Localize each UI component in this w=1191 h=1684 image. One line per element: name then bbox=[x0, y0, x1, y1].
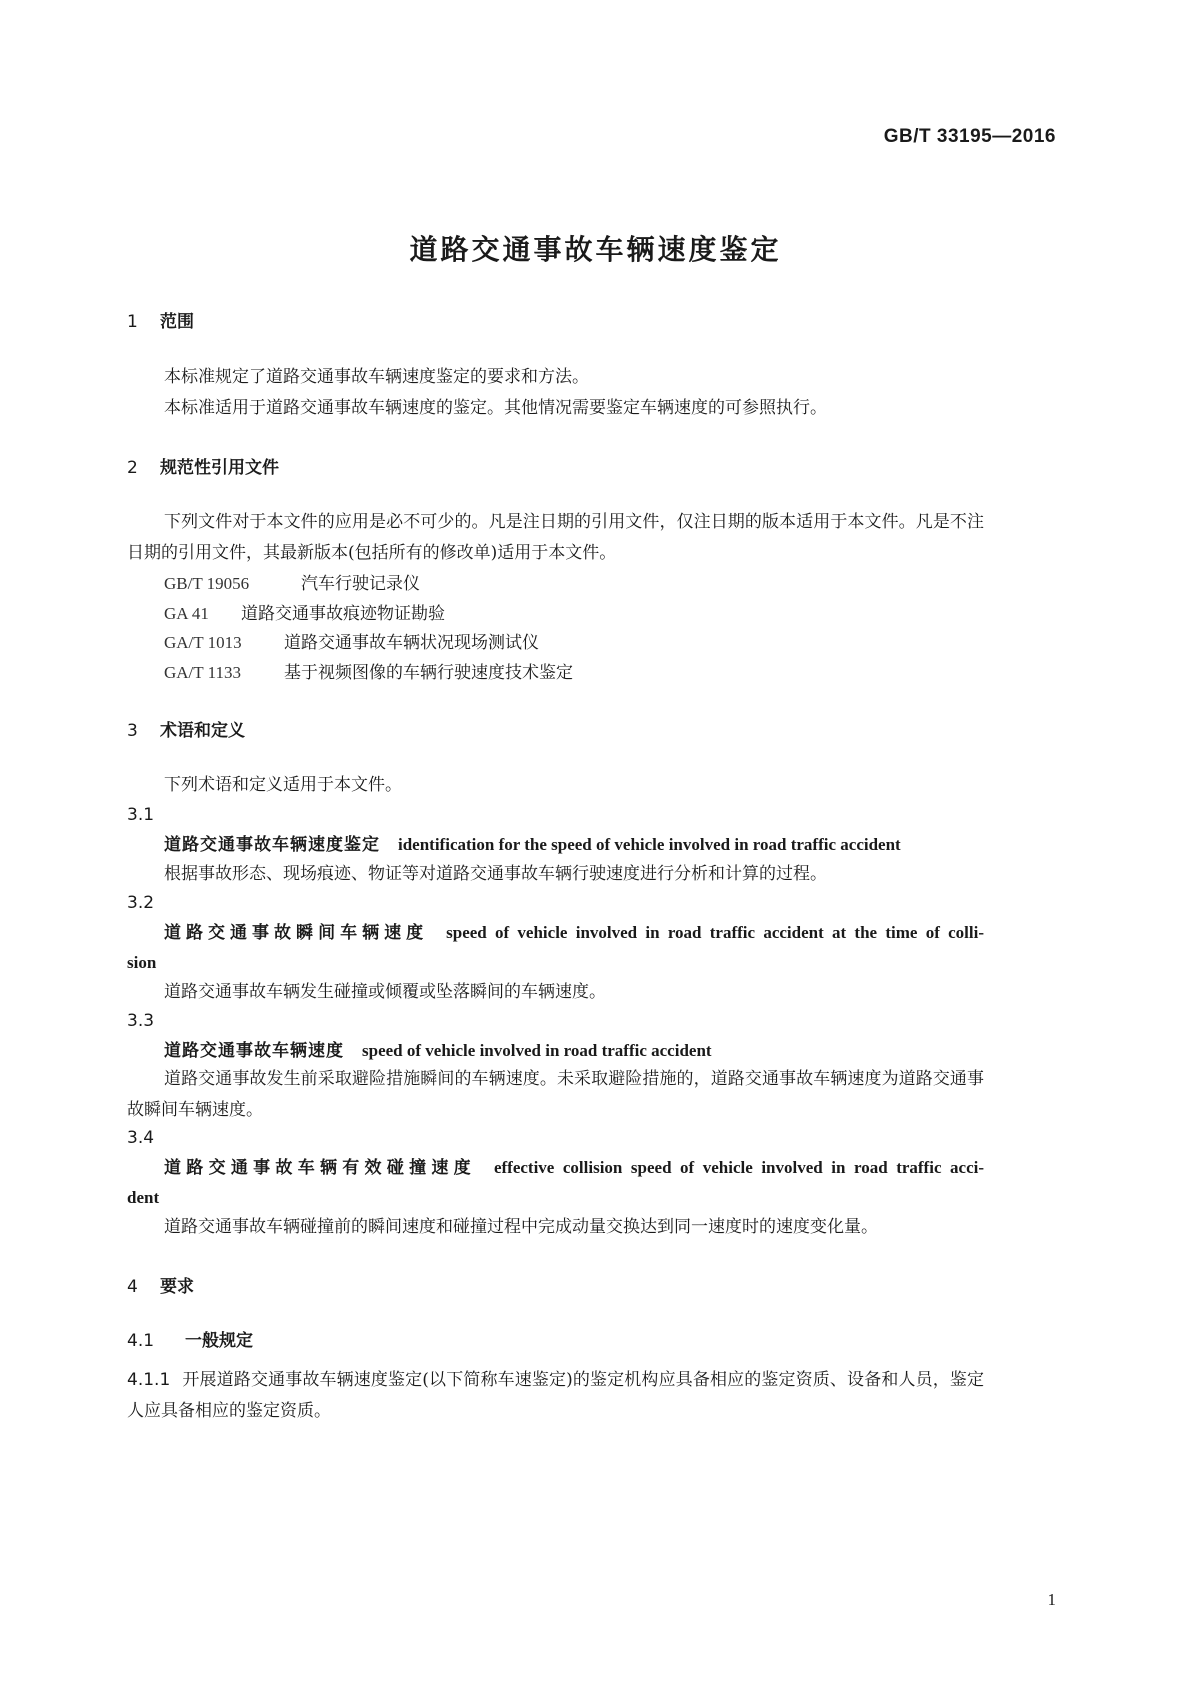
term-number: 3.2 bbox=[127, 893, 155, 913]
clause-text: 开展道路交通事故车辆速度鉴定(以下简称车速鉴定)的鉴定机构应具备相应的鉴定资质、设备和人员，鉴定人应具备相应的鉴定资质。 bbox=[127, 1370, 984, 1421]
section-number: 2 bbox=[127, 458, 138, 478]
reference-name: 基于视频图像的车辆行驶速度技术鉴定 bbox=[284, 663, 573, 683]
term-definition: 道路交通事故车辆碰撞前的瞬间速度和碰撞过程中完成动量交换达到同一速度时的速度变化量。 bbox=[164, 1217, 878, 1237]
reference-name: 道路交通事故痕迹物证勘验 bbox=[241, 604, 445, 624]
page-number: 1 bbox=[1047, 1590, 1056, 1609]
term-chinese: 道路交通事故车辆速度 bbox=[164, 1041, 344, 1061]
scope-paragraph-1: 本标准规定了道路交通事故车辆速度鉴定的要求和方法。 bbox=[164, 367, 589, 387]
section-number: 1 bbox=[127, 312, 138, 332]
subsection-number: 4.1 bbox=[127, 1331, 155, 1351]
reference-item bbox=[164, 627, 539, 659]
term-number: 3.3 bbox=[127, 1011, 155, 1031]
term-definition: 道路交通事故车辆发生碰撞或倾覆或坠落瞬间的车辆速度。 bbox=[164, 982, 606, 1002]
normative-references-intro: 下列文件对于本文件的应用是必不可少的。凡是注日期的引用文件，仅注日期的版本适用于本文件。凡是不注日期的引用文件，其最新版本(包括所有的修改单)适用于本文件。 bbox=[127, 512, 984, 563]
term-english-continuation: sion bbox=[127, 953, 157, 972]
term-english: speed of vehicle involved in road traffic accident bbox=[362, 1041, 712, 1060]
terms-intro: 下列术语和定义适用于本文件。 bbox=[164, 775, 402, 795]
section-number: 4 bbox=[127, 1277, 138, 1297]
term-number: 3.1 bbox=[127, 805, 155, 825]
term-english: effective collision speed of vehicle involved in road traffic acci- bbox=[493, 1158, 984, 1177]
subsection-4-1-heading bbox=[127, 1326, 253, 1351]
term-chinese: 道路交通事故车辆速度鉴定 bbox=[164, 835, 380, 855]
clause-number: 4.1.1 bbox=[127, 1370, 171, 1390]
term-english: speed of vehicle involved in road traffic accident at the time of colli- bbox=[446, 923, 985, 942]
reference-name: 道路交通事故车辆状况现场测试仪 bbox=[284, 633, 539, 653]
reference-name: 汽车行驶记录仪 bbox=[301, 574, 420, 594]
term-chinese: 道路交通事故车辆有效碰撞速度 bbox=[164, 1158, 476, 1178]
section-3-heading bbox=[127, 716, 245, 741]
term-english-continuation: dent bbox=[127, 1188, 160, 1207]
document-title: 道路交通事故车辆速度鉴定 bbox=[409, 233, 782, 266]
reference-item bbox=[164, 568, 420, 600]
term-heading bbox=[164, 1152, 984, 1184]
section-title: 要求 bbox=[160, 1277, 194, 1297]
subsection-title: 一般规定 bbox=[185, 1331, 253, 1351]
section-title: 术语和定义 bbox=[160, 721, 245, 741]
clause-4-1-1 bbox=[127, 1365, 984, 1427]
term-english: identification for the speed of vehicle involved in road traffic accident bbox=[398, 835, 901, 854]
reference-code: GB/T 19056 bbox=[164, 574, 250, 593]
term-number: 3.4 bbox=[127, 1128, 155, 1148]
section-4-heading bbox=[127, 1272, 194, 1297]
term-heading bbox=[164, 829, 901, 861]
reference-item bbox=[164, 598, 445, 630]
reference-code: GA/T 1013 bbox=[164, 633, 242, 652]
term-heading bbox=[164, 1035, 712, 1067]
reference-code: GA 41 bbox=[164, 604, 209, 623]
section-title: 范围 bbox=[160, 312, 194, 332]
section-number: 3 bbox=[127, 721, 138, 741]
term-chinese: 道路交通事故瞬间车辆速度 bbox=[164, 923, 429, 943]
term-definition: 根据事故形态、现场痕迹、物证等对道路交通事故车辆行驶速度进行分析和计算的过程。 bbox=[164, 864, 827, 884]
reference-item bbox=[164, 657, 573, 689]
scope-paragraph-2: 本标准适用于道路交通事故车辆速度的鉴定。其他情况需要鉴定车辆速度的可参照执行。 bbox=[164, 398, 827, 418]
term-definition: 道路交通事故发生前采取避险措施瞬间的车辆速度。未采取避险措施的，道路交通事故车辆速度为道路交通事故瞬间车辆速度。 bbox=[127, 1069, 984, 1120]
reference-code: GA/T 1133 bbox=[164, 663, 241, 682]
section-title: 规范性引用文件 bbox=[160, 458, 279, 478]
section-1-heading bbox=[127, 307, 194, 332]
section-2-heading bbox=[127, 453, 279, 478]
term-heading bbox=[164, 917, 984, 949]
standard-number: GB/T 33195—2016 bbox=[883, 126, 1056, 147]
